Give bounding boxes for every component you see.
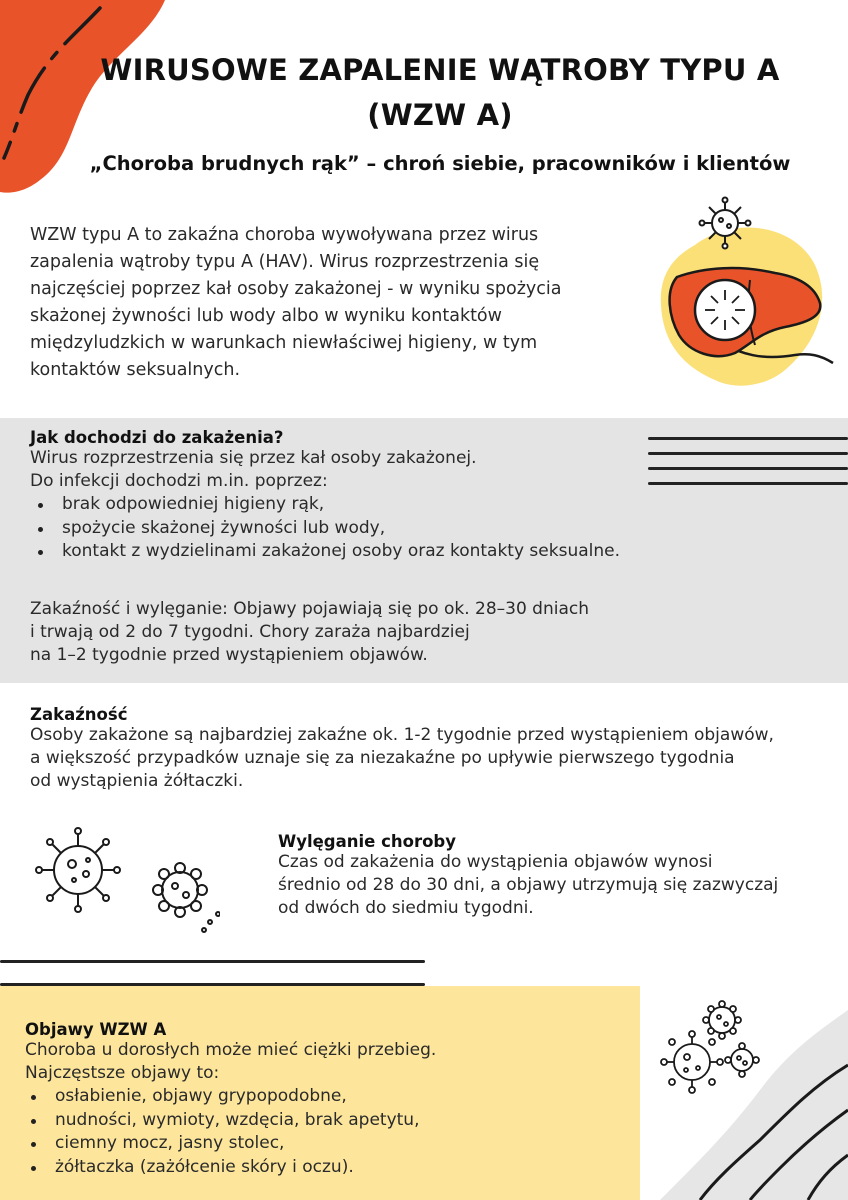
- divider-line: [648, 482, 848, 485]
- list-item: nudności, wymioty, wzdęcia, brak apetytu,: [55, 1109, 625, 1133]
- intro-line: kontaktów seksualnych.: [30, 360, 241, 380]
- intro-line: najczęściej poprzez kał osoby zakażonej - w wyniku spożycia: [30, 279, 562, 299]
- incubation-line: Czas od zakażenia do wystąpienia objawów wynosi: [278, 852, 713, 872]
- intro-line: WZW typu A to zakaźna choroba wywoływana przez wirus: [30, 225, 539, 245]
- summary-line: i trwają od 2 do 7 tygodni. Chory zaraża najbardziej: [30, 622, 470, 642]
- symptoms-content: [25, 1020, 625, 1179]
- liver-icon: [655, 195, 835, 395]
- list-item: osłabienie, objawy grypopodobne,: [55, 1085, 625, 1109]
- summary-line: Zakaźność i wylęganie: Objawy pojawiają się po ok. 28–30 dniach: [30, 599, 589, 619]
- infection-text: Wirus rozprzestrzenia się przez kał osoby zakażonej.: [30, 448, 477, 468]
- summary-line: na 1–2 tygodnie przed wystąpieniem objawów.: [30, 645, 428, 665]
- gray-blob-decoration: [630, 990, 848, 1200]
- contagiousness-heading: Zakaźność: [30, 705, 128, 724]
- page-title: WIRUSOWE ZAPALENIE WĄTROBY TYPU A: [100, 53, 780, 87]
- intro-line: międzyludzkich w warunkach niewłaściwej higieny, w tym: [30, 333, 538, 353]
- page-subtitle: „Choroba brudnych rąk” – chroń siebie, pracowników i klientów: [89, 152, 791, 175]
- list-item: brak odpowiedniej higieny rąk,: [62, 493, 650, 517]
- symptoms-bullet-list: [25, 1085, 625, 1179]
- infection-bullet-list: [30, 493, 650, 564]
- incubation-summary: [30, 598, 650, 667]
- list-item: ciemny mocz, jasny stolec,: [55, 1132, 625, 1156]
- symptoms-text: Choroba u dorosłych może mieć ciężki przebieg.: [25, 1040, 437, 1060]
- symptoms-heading: Objawy WZW A: [25, 1020, 167, 1039]
- incubation-section: [278, 832, 838, 920]
- contagiousness-section: [30, 705, 830, 793]
- page-title-abbrev: (WZW A): [367, 98, 513, 132]
- symptoms-text: Najczęstsze objawy to:: [25, 1063, 220, 1083]
- contagiousness-line: od wystąpienia żółtaczki.: [30, 771, 244, 791]
- incubation-line: od dwóch do siedmiu tygodni.: [278, 898, 534, 918]
- list-item: spożycie skażonej żywności lub wody,: [62, 517, 650, 541]
- divider-line: [648, 467, 848, 470]
- virus-icon: [30, 825, 220, 935]
- list-item: kontakt z wydzielinami zakażonej osoby oraz kontakty seksualne.: [62, 540, 650, 564]
- list-item: żółtaczka (zażółcenie skóry i oczu).: [55, 1156, 625, 1180]
- infection-content: [30, 428, 650, 564]
- infection-text: Do infekcji dochodzi m.in. poprzez:: [30, 471, 328, 491]
- infection-heading: Jak dochodzi do zakażenia?: [30, 428, 284, 447]
- incubation-line: średnio od 28 do 30 dni, a objawy utrzymują się zazwyczaj: [278, 875, 779, 895]
- intro-line: zapalenia wątroby typu A (HAV). Wirus rozprzestrzenia się: [30, 252, 540, 272]
- intro-line: skażonej żywności lub wody albo w wyniku kontaktów: [30, 306, 502, 326]
- divider-line: [0, 960, 425, 963]
- intro-paragraph: [30, 222, 630, 384]
- divider-line: [648, 437, 848, 440]
- contagiousness-line: Osoby zakażone są najbardziej zakaźne ok. 1-2 tygodnie przed wystąpieniem objawów,: [30, 725, 774, 745]
- divider-line: [648, 452, 848, 455]
- incubation-heading: Wylęganie choroby: [278, 832, 456, 851]
- contagiousness-line: a większość przypadków uznaje się za niezakaźne po upływie pierwszego tygodnia: [30, 748, 735, 768]
